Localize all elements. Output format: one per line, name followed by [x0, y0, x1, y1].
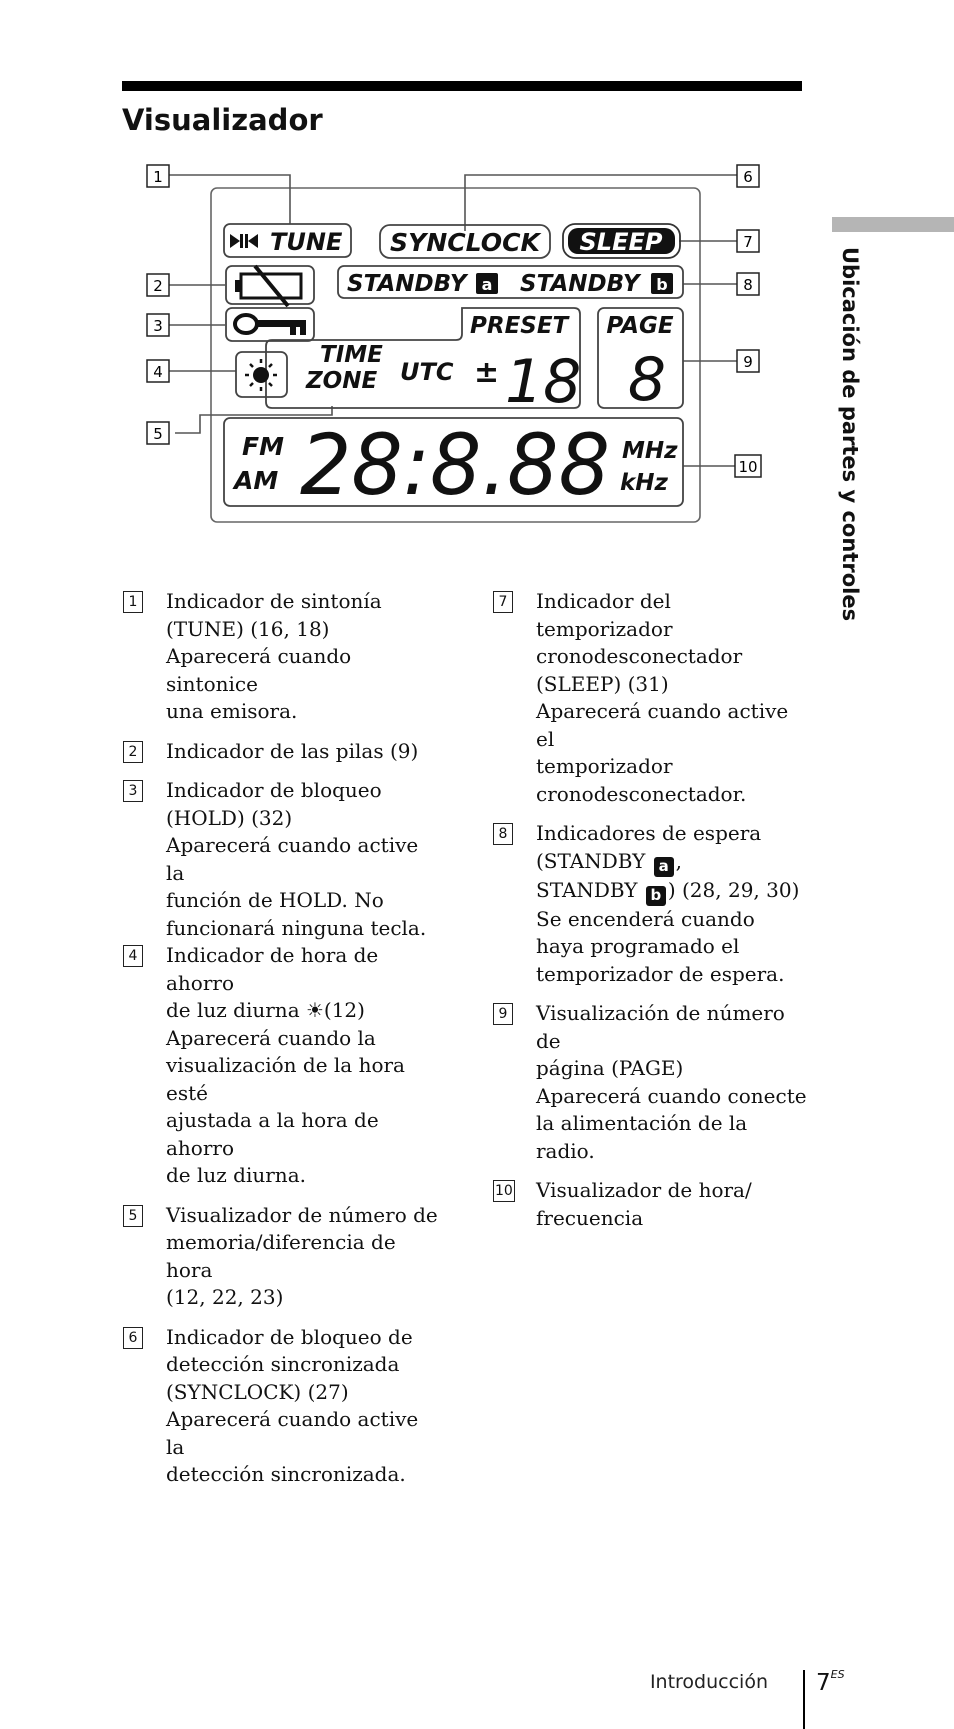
- svg-text:a: a: [481, 275, 493, 294]
- svg-text:PAGE: PAGE: [606, 313, 674, 339]
- tune-indicator: [224, 224, 351, 257]
- footer-rule: [803, 1670, 805, 1729]
- standby-indicators: [338, 266, 683, 298]
- footer-section-label: Introducción: [649, 1671, 768, 1693]
- svg-text:7: 7: [743, 233, 753, 251]
- item-list-left: [122, 588, 442, 1501]
- svg-text:4: 4: [153, 363, 163, 381]
- list-item: 2 Indicador de las pilas (9): [122, 738, 442, 766]
- list-item: 9 Visualización de número de página (PAGE) Aparecerá cuando conecte la alimentación de la radio.: [492, 1000, 812, 1165]
- svg-text:PRESET: PRESET: [470, 313, 569, 339]
- list-item: 7 Indicador del temporizador cronodesconectador (SLEEP) (31) Aparecerá cuando active el temporizador cronodesconectador.: [492, 588, 812, 808]
- callout-8: [737, 273, 759, 295]
- svg-text:TIME: TIME: [320, 342, 383, 368]
- list-item: 6 Indicador de bloqueo de detección sincronizada (SYNCLOCK) (27) Aparecerá cuando active la detección sincronizada.: [122, 1324, 442, 1489]
- svg-text:18: 18: [505, 347, 582, 417]
- standby-a-chip: a: [654, 857, 674, 877]
- svg-text:STANDBY: STANDBY: [520, 271, 640, 297]
- frequency-display: [224, 416, 683, 514]
- item-number: 7: [493, 591, 513, 613]
- list-item: 4 Indicador de hora de ahorro de luz diurna ☀(12) Aparecerá cuando la visualización de la hora esté ajustada a la hora de ahorro de luz diurna.: [122, 942, 442, 1190]
- list-item: 10 Visualizador de hora/ frecuencia: [495, 1178, 752, 1230]
- svg-text:9: 9: [743, 353, 753, 371]
- callout-2: [147, 274, 169, 296]
- svg-text:ZONE: ZONE: [306, 368, 378, 394]
- page-number: $7^{ES}$: [816, 1668, 845, 1696]
- svg-text:SYNCLOCK: SYNCLOCK: [390, 228, 542, 257]
- svg-text:6: 6: [743, 168, 753, 186]
- item-list-right: [492, 588, 812, 1244]
- svg-text:FM: FM: [242, 432, 284, 461]
- page-title: Visualizador: [122, 103, 323, 137]
- svg-text:kHz: kHz: [620, 470, 668, 496]
- svg-text:1: 1: [153, 168, 163, 186]
- callout-6: [737, 165, 759, 187]
- list-item: 1 Indicador de sintonía (TUNE) (16, 18) Aparecerá cuando sintonice una emisora.: [122, 588, 442, 726]
- svg-text:5: 5: [153, 425, 163, 443]
- callout-5: [147, 422, 169, 444]
- svg-text:2: 2: [153, 277, 163, 295]
- side-tab-label: Ubicación de partes y controles: [838, 247, 862, 622]
- callout-10: [735, 455, 761, 477]
- item-number: 3: [123, 780, 143, 802]
- svg-text:10: 10: [738, 458, 758, 476]
- list-item: 8 Indicadores de espera (STANDBY a , STANDBY b ) (28, 29, 30) Se encenderá cuando haya programado el temporizador de espera.: [492, 820, 812, 988]
- svg-text:±: ±: [474, 355, 500, 390]
- item-number: 6: [123, 1327, 143, 1349]
- standby-b-chip: b: [646, 886, 666, 906]
- daylight-saving-indicator: [236, 352, 287, 397]
- svg-text:b: b: [656, 275, 668, 294]
- item-number: 8: [493, 823, 513, 845]
- sleep-indicator: [563, 224, 680, 258]
- item-number: 4: [123, 945, 143, 967]
- callout-1: [147, 165, 169, 187]
- battery-indicator: [226, 266, 314, 306]
- lcd-display-diagram: [0, 0, 954, 560]
- svg-text:SLEEP: SLEEP: [579, 228, 663, 256]
- svg-text:28:8.88: 28:8.88: [300, 416, 610, 514]
- callout-4: [147, 360, 169, 382]
- item-number: 5: [123, 1205, 143, 1227]
- callout-7: [737, 230, 759, 252]
- svg-text:TUNE: TUNE: [270, 228, 343, 256]
- svg-text:UTC: UTC: [400, 358, 454, 386]
- item-number: 1: [123, 591, 143, 613]
- item-number: 2: [123, 741, 143, 763]
- item-number: 10: [493, 1180, 515, 1202]
- callout-3: [147, 314, 169, 336]
- svg-text:AM: AM: [234, 466, 279, 495]
- svg-text:8: 8: [743, 276, 753, 294]
- svg-text:STANDBY: STANDBY: [347, 271, 467, 297]
- svg-text:MHz: MHz: [622, 438, 678, 464]
- synclock-indicator: [380, 225, 550, 258]
- item-number: 9: [493, 1003, 513, 1025]
- svg-text:8: 8: [627, 345, 667, 415]
- callout-9: [737, 350, 759, 372]
- list-item: 5 Visualizador de número de memoria/diferencia de hora (12, 22, 23): [122, 1202, 442, 1312]
- list-item: 3 Indicador de bloqueo (HOLD) (32) Aparecerá cuando active la función de HOLD. No funcionará ninguna tecla.: [122, 777, 442, 942]
- svg-text:3: 3: [153, 317, 163, 335]
- hold-key-indicator: [226, 308, 314, 341]
- page-display: [598, 308, 683, 415]
